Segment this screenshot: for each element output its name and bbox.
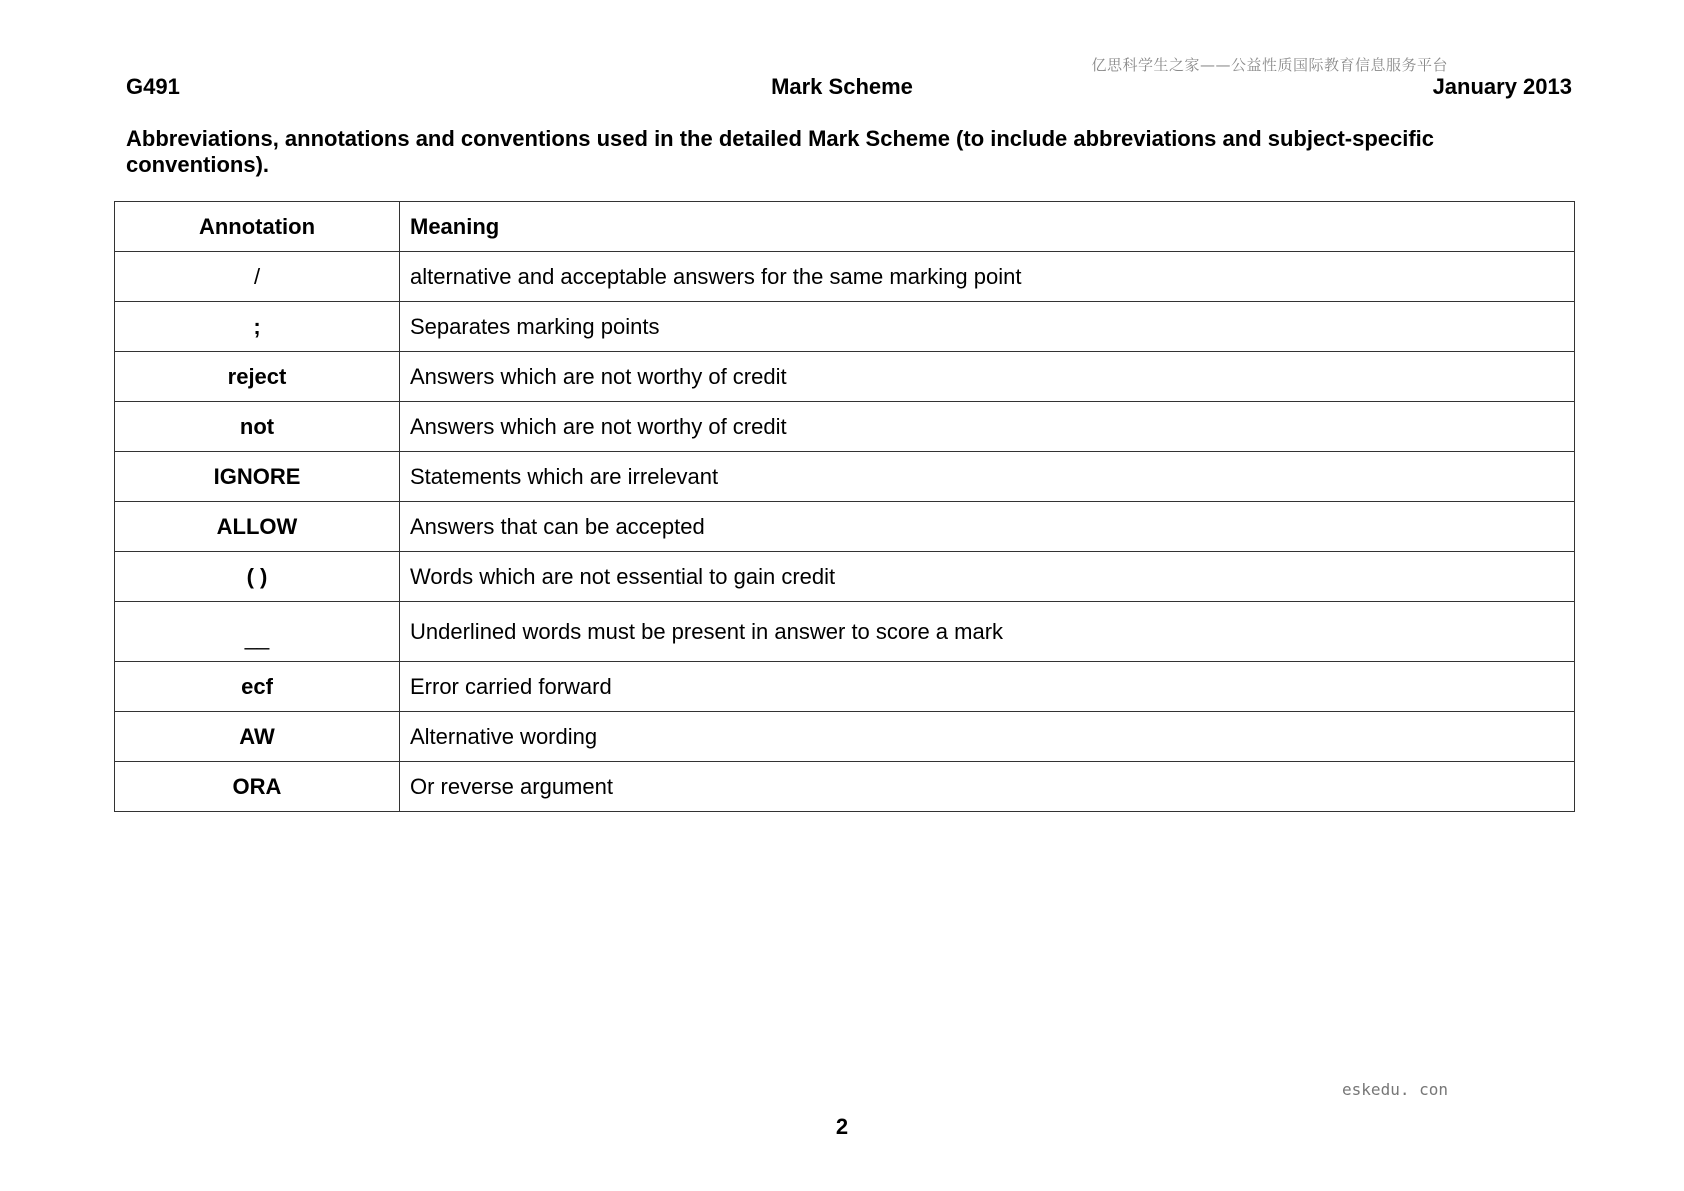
annotation-cell: ecf [115,662,400,712]
annotation-cell: AW [115,712,400,762]
table-row [115,762,1575,812]
meaning-cell: Statements which are irrelevant [400,452,1575,502]
table-row [115,712,1575,762]
column-header-annotation: Annotation [115,202,400,252]
annotation-table [114,201,1575,812]
meaning-cell: Answers which are not worthy of credit [400,402,1575,452]
meaning-cell: Error carried forward [400,662,1575,712]
table-row [115,452,1575,502]
table-row [115,502,1575,552]
meaning-cell: Or reverse argument [400,762,1575,812]
meaning-cell: Answers that can be accepted [400,502,1575,552]
footer-watermark: eskedu. con [1342,1080,1448,1099]
meaning-cell: Separates marking points [400,302,1575,352]
annotation-cell: __ [115,602,400,662]
annotation-cell: reject [115,352,400,402]
table-row [115,252,1575,302]
header-date: January 2013 [1432,74,1572,99]
annotation-cell: ( ) [115,552,400,602]
header-code: G491 [126,74,180,99]
watermark-text: 亿思科学生之家——公益性质国际教育信息服务平台 [1091,56,1448,74]
table-row [115,352,1575,402]
table-row [115,552,1575,602]
table-row [115,402,1575,452]
table-header-row [115,202,1575,252]
table-row [115,602,1575,662]
annotation-cell: ORA [115,762,400,812]
intro-text: Abbreviations, annotations and conventions used in the detailed Mark Scheme (to include abbreviations and subject-specific conventions). [126,126,1435,177]
header-title: Mark Scheme [771,74,913,99]
page-number: 2 [835,1114,849,1139]
column-header-meaning: Meaning [400,202,1575,252]
meaning-cell: Answers which are not worthy of credit [400,352,1575,402]
table-row [115,302,1575,352]
annotation-cell: ALLOW [115,502,400,552]
annotation-cell: IGNORE [115,452,400,502]
meaning-cell: alternative and acceptable answers for the same marking point [400,252,1575,302]
meaning-cell: Words which are not essential to gain credit [400,552,1575,602]
annotation-cell: / [115,252,400,302]
annotation-cell: ; [115,302,400,352]
meaning-cell: Underlined words must be present in answer to score a mark [400,602,1575,662]
annotation-cell: not [115,402,400,452]
meaning-cell: Alternative wording [400,712,1575,762]
table-row [115,662,1575,712]
